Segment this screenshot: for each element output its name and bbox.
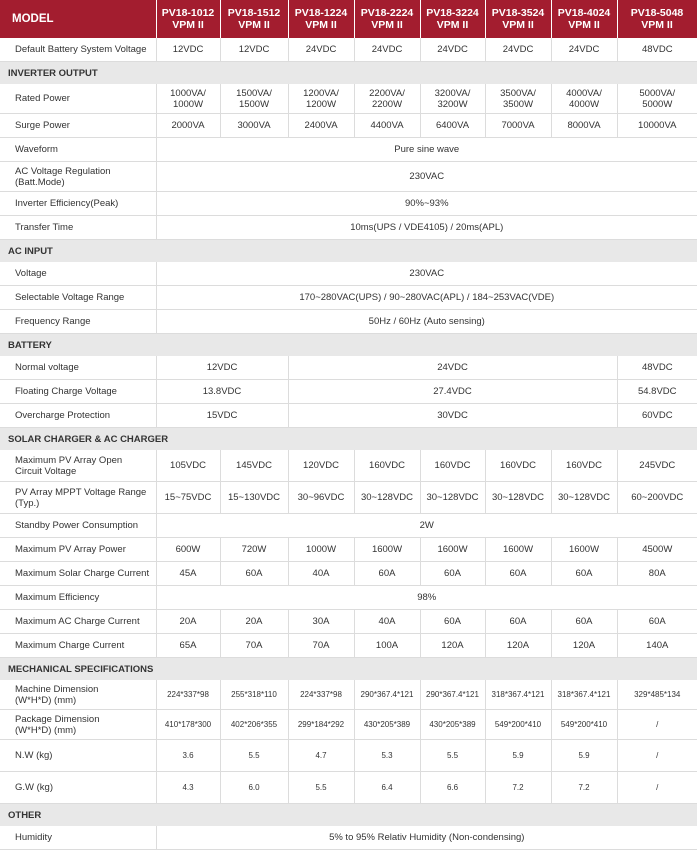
spec-value: 30~128VDC	[420, 482, 485, 514]
spec-value: 5.9	[551, 740, 617, 772]
spec-label: Maximum AC Charge Current	[0, 610, 156, 634]
spec-value: 255*318*110	[220, 680, 288, 710]
spec-value: 24VDC	[485, 38, 551, 62]
default-battery-row	[0, 38, 697, 62]
spec-label: Floating Charge Voltage	[0, 380, 156, 404]
spec-value: 120A	[551, 634, 617, 658]
spec-label: Package Dimension (W*H*D) (mm)	[0, 710, 156, 740]
ac-voltage-row	[0, 262, 697, 286]
spec-value: 549*200*410	[551, 710, 617, 740]
section-other	[0, 804, 697, 827]
spec-value: 430*205*389	[354, 710, 420, 740]
package-dimension-row	[0, 710, 697, 740]
spec-value: 160VDC	[485, 450, 551, 482]
spec-value: 160VDC	[420, 450, 485, 482]
machine-dimension-row	[0, 680, 697, 710]
frequency-row	[0, 310, 697, 334]
spec-value: 1000VA/ 1000W	[156, 84, 220, 114]
spec-value: 2400VA	[288, 114, 354, 138]
spec-value: 15~130VDC	[220, 482, 288, 514]
spec-value: 27.4VDC	[288, 380, 617, 404]
spec-label: Standby Power Consumption	[0, 514, 156, 538]
model-name-header: PV18-1012 VPM II	[156, 0, 220, 38]
max-ac-current-row	[0, 610, 697, 634]
spec-value: 100A	[354, 634, 420, 658]
spec-value: /	[617, 740, 697, 772]
max-pv-power-row	[0, 538, 697, 562]
spec-value: 329*485*134	[617, 680, 697, 710]
spec-value: 6400VA	[420, 114, 485, 138]
spec-value: 30~128VDC	[551, 482, 617, 514]
spec-label: Selectable Voltage Range	[0, 286, 156, 310]
section-battery	[0, 334, 697, 357]
surge-power-row	[0, 114, 697, 138]
spec-label: Voltage	[0, 262, 156, 286]
spec-value: 224*337*98	[156, 680, 220, 710]
spec-value: 4000VA/ 4000W	[551, 84, 617, 114]
spec-value: 4400VA	[354, 114, 420, 138]
spec-label: Machine Dimension (W*H*D) (mm)	[0, 680, 156, 710]
mppt-range-row	[0, 482, 697, 514]
spec-value: 1600W	[354, 538, 420, 562]
section-title: AC INPUT	[0, 240, 697, 263]
spec-value: 40A	[354, 610, 420, 634]
spec-value: 8000VA	[551, 114, 617, 138]
spec-value: 1200VA/ 1200W	[288, 84, 354, 114]
spec-value: 60~200VDC	[617, 482, 697, 514]
model-name-header: PV18-5048 VPM II	[617, 0, 697, 38]
model-name-header: PV18-3524 VPM II	[485, 0, 551, 38]
spec-label: Maximum Charge Current	[0, 634, 156, 658]
spec-value: 24VDC	[420, 38, 485, 62]
spec-value: 24VDC	[551, 38, 617, 62]
spec-value: 15~75VDC	[156, 482, 220, 514]
spec-label: Humidity	[0, 826, 156, 850]
section-title: OTHER	[0, 804, 697, 827]
model-name-header: PV18-2224 VPM II	[354, 0, 420, 38]
spec-value: 120A	[485, 634, 551, 658]
max-pv-open-row	[0, 450, 697, 482]
spec-value: 290*367.4*121	[420, 680, 485, 710]
spec-value: 720W	[220, 538, 288, 562]
spec-value: 120A	[420, 634, 485, 658]
spec-label: Maximum Solar Charge Current	[0, 562, 156, 586]
spec-value: 40A	[288, 562, 354, 586]
standby-row	[0, 514, 697, 538]
spec-label: Normal voltage	[0, 356, 156, 380]
spec-value: 6.0	[220, 772, 288, 804]
spec-label: Overcharge Protection	[0, 404, 156, 428]
spec-value: 60A	[354, 562, 420, 586]
spec-value: 4.3	[156, 772, 220, 804]
overcharge-row	[0, 404, 697, 428]
spec-label: Inverter Efficiency(Peak)	[0, 192, 156, 216]
spec-label: Transfer Time	[0, 216, 156, 240]
spec-value: 410*178*300	[156, 710, 220, 740]
section-title: SOLAR CHARGER & AC CHARGER	[0, 428, 697, 451]
spec-value: 120VDC	[288, 450, 354, 482]
spec-value: 65A	[156, 634, 220, 658]
normal-voltage-row	[0, 356, 697, 380]
spec-value: 12VDC	[156, 356, 288, 380]
spec-value: 230VAC	[156, 262, 697, 286]
spec-value: 30~96VDC	[288, 482, 354, 514]
spec-value: 4500W	[617, 538, 697, 562]
spec-value: 5.3	[354, 740, 420, 772]
spec-value: 13.8VDC	[156, 380, 288, 404]
spec-value: 60A	[551, 610, 617, 634]
spec-label: PV Array MPPT Voltage Range (Typ.)	[0, 482, 156, 514]
spec-value: 290*367.4*121	[354, 680, 420, 710]
spec-value: 1000W	[288, 538, 354, 562]
spec-value: 1600W	[420, 538, 485, 562]
spec-value: 3500VA/ 3500W	[485, 84, 551, 114]
spec-value: 54.8VDC	[617, 380, 697, 404]
spec-label: Frequency Range	[0, 310, 156, 334]
spec-label: Maximum Efficiency	[0, 586, 156, 610]
spec-value: 318*367.4*121	[551, 680, 617, 710]
max-charge-current-row	[0, 634, 697, 658]
section-title: INVERTER OUTPUT	[0, 62, 697, 85]
spec-value: 600W	[156, 538, 220, 562]
model-name-header: PV18-1512 VPM II	[220, 0, 288, 38]
spec-value: 20A	[220, 610, 288, 634]
spec-value: 48VDC	[617, 356, 697, 380]
humidity-row	[0, 826, 697, 850]
spec-label: Waveform	[0, 138, 156, 162]
spec-value: /	[617, 710, 697, 740]
spec-value: 70A	[288, 634, 354, 658]
transfer-time-row	[0, 216, 697, 240]
spec-value: 7.2	[551, 772, 617, 804]
spec-value: 1600W	[485, 538, 551, 562]
spec-value: 5000VA/ 5000W	[617, 84, 697, 114]
model-name-header: PV18-3224 VPM II	[420, 0, 485, 38]
section-solar-charger	[0, 428, 697, 451]
section-title: MECHANICAL SPECIFICATIONS	[0, 658, 697, 681]
spec-value: 105VDC	[156, 450, 220, 482]
spec-value: 30~128VDC	[485, 482, 551, 514]
spec-value: 60A	[551, 562, 617, 586]
spec-value: 5.5	[288, 772, 354, 804]
selectable-range-row	[0, 286, 697, 310]
spec-value: 50Hz / 60Hz (Auto sensing)	[156, 310, 697, 334]
spec-value: 10ms(UPS / VDE4105) / 20ms(APL)	[156, 216, 697, 240]
section-mechanical	[0, 658, 697, 681]
spec-label: Default Battery System Voltage	[0, 38, 156, 62]
max-efficiency-row	[0, 586, 697, 610]
spec-value: 2W	[156, 514, 697, 538]
spec-value: 5.9	[485, 740, 551, 772]
spec-value: Pure sine wave	[156, 138, 697, 162]
spec-value: 60A	[617, 610, 697, 634]
net-weight-row	[0, 740, 697, 772]
spec-value: 3.6	[156, 740, 220, 772]
gross-weight-row	[0, 772, 697, 804]
spec-value: 20A	[156, 610, 220, 634]
spec-value: 7000VA	[485, 114, 551, 138]
spec-value: 98%	[156, 586, 697, 610]
model-header-label: MODEL	[0, 0, 156, 38]
spec-value: 3000VA	[220, 114, 288, 138]
spec-value: 145VDC	[220, 450, 288, 482]
spec-value: 12VDC	[156, 38, 220, 62]
spec-value: 3200VA/ 3200W	[420, 84, 485, 114]
spec-label: N.W (kg)	[0, 740, 156, 772]
spec-value: /	[617, 772, 697, 804]
spec-value: 48VDC	[617, 38, 697, 62]
spec-value: 60A	[220, 562, 288, 586]
floating-voltage-row	[0, 380, 697, 404]
spec-value: 5.5	[420, 740, 485, 772]
section-title: BATTERY	[0, 334, 697, 357]
spec-label: Maximum PV Array Power	[0, 538, 156, 562]
spec-value: 60A	[420, 562, 485, 586]
spec-value: 7.2	[485, 772, 551, 804]
spec-value: 24VDC	[288, 38, 354, 62]
spec-value: 45A	[156, 562, 220, 586]
spec-value: 12VDC	[220, 38, 288, 62]
spec-value: 170~280VAC(UPS) / 90~280VAC(APL) / 184~253VAC(VDE)	[156, 286, 697, 310]
model-name-header: PV18-1224 VPM II	[288, 0, 354, 38]
efficiency-row	[0, 192, 697, 216]
spec-label: AC Voltage Regulation (Batt.Mode)	[0, 162, 156, 192]
spec-value: 5.5	[220, 740, 288, 772]
spec-value: 318*367.4*121	[485, 680, 551, 710]
spec-value: 549*200*410	[485, 710, 551, 740]
spec-value: 90%~93%	[156, 192, 697, 216]
spec-value: 60VDC	[617, 404, 697, 428]
ac-regulation-row	[0, 162, 697, 192]
spec-label: G.W (kg)	[0, 772, 156, 804]
spec-value: 5% to 95% Relativ Humidity (Non-condensing)	[156, 826, 697, 850]
spec-value: 4.7	[288, 740, 354, 772]
spec-value: 160VDC	[551, 450, 617, 482]
section-inverter-output	[0, 62, 697, 85]
spec-value: 6.6	[420, 772, 485, 804]
spec-value: 60A	[420, 610, 485, 634]
spec-value: 2200VA/ 2200W	[354, 84, 420, 114]
spec-value: 1500VA/ 1500W	[220, 84, 288, 114]
spec-value: 160VDC	[354, 450, 420, 482]
spec-value: 30~128VDC	[354, 482, 420, 514]
spec-value: 402*206*355	[220, 710, 288, 740]
spec-value: 1600W	[551, 538, 617, 562]
spec-value: 2000VA	[156, 114, 220, 138]
rated-power-row	[0, 84, 697, 114]
spec-value: 15VDC	[156, 404, 288, 428]
section-ac-input	[0, 240, 697, 263]
spec-value: 24VDC	[288, 356, 617, 380]
model-name-header: PV18-4024 VPM II	[551, 0, 617, 38]
spec-value: 30VDC	[288, 404, 617, 428]
spec-value: 60A	[485, 610, 551, 634]
spec-value: 10000VA	[617, 114, 697, 138]
spec-label: Rated Power	[0, 84, 156, 114]
max-solar-current-row	[0, 562, 697, 586]
spec-value: 299*184*292	[288, 710, 354, 740]
spec-value: 245VDC	[617, 450, 697, 482]
spec-label: Maximum PV Array Open Circuit Voltage	[0, 450, 156, 482]
spec-value: 140A	[617, 634, 697, 658]
spec-value: 70A	[220, 634, 288, 658]
spec-value: 6.4	[354, 772, 420, 804]
spec-value: 224*337*98	[288, 680, 354, 710]
spec-label: Surge Power	[0, 114, 156, 138]
spec-value: 24VDC	[354, 38, 420, 62]
waveform-row	[0, 138, 697, 162]
spec-value: 60A	[485, 562, 551, 586]
spec-value: 80A	[617, 562, 697, 586]
header-row	[0, 0, 697, 38]
spec-value: 30A	[288, 610, 354, 634]
spec-value: 230VAC	[156, 162, 697, 192]
spec-value: 430*205*389	[420, 710, 485, 740]
